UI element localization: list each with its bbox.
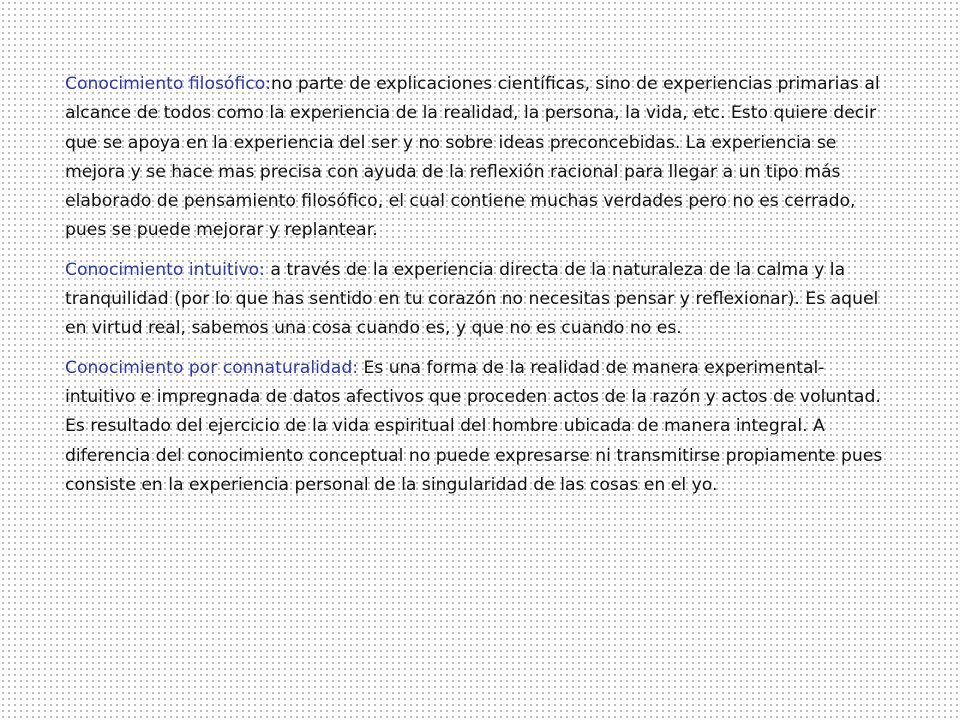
term-conocimiento-por-connaturalidad: Conocimiento por connaturalidad: bbox=[65, 357, 359, 378]
term-conocimiento-filosofico: Conocimiento filosófico: bbox=[65, 74, 272, 94]
definition-conocimiento-filosofico: no parte de explicaciones científicas, sino de experiencias primarias al alcance de todos como la experiencia de la realidad, la persona, la vida, etc. Esto quiere decir que se apoya en la experiencia del ser y no sobre ideas preconcebidas. La experiencia se mejora y se hace mas precisa con ayuda de la reflexión racional para llegar a un tipo más elaborado de pensamiento filosófico, el cual contiene muchas verdades pero no es cerrado, pues se puede mejorar y replantear. bbox=[65, 74, 880, 241]
term-conocimiento-intuitivo: Conocimiento intuitivo: bbox=[65, 259, 265, 280]
definition-conocimiento-intuitivo: a través de la experiencia directa de la naturaleza de la calma y la tranquilidad (por lo que has sentido en tu corazón no necesitas pensar y reflexionar). Es aquel en virtud real, sabemos una cosa cuando es, y que no es cuando no es. bbox=[65, 259, 879, 339]
paragraph-conocimiento-por-connaturalidad bbox=[65, 354, 895, 500]
paragraph-conocimiento-intuitivo bbox=[65, 256, 895, 344]
definition-conocimiento-por-connaturalidad: Es una forma de la realidad de manera experimental- intuitivo e impregnada de datos afectivos que proceden actos de la razón y actos de voluntad. Es resultado del ejercicio de la vida espiritual del hombre ubicada de manera integral. A diferencia del conocimiento conceptual no puede expresarse ni transmitirse propiamente pues consiste en la experiencia personal de la singularidad de las cosas en el yo. bbox=[65, 357, 883, 495]
paragraph-conocimiento-filosofico bbox=[65, 70, 895, 246]
slide-body bbox=[65, 70, 895, 510]
